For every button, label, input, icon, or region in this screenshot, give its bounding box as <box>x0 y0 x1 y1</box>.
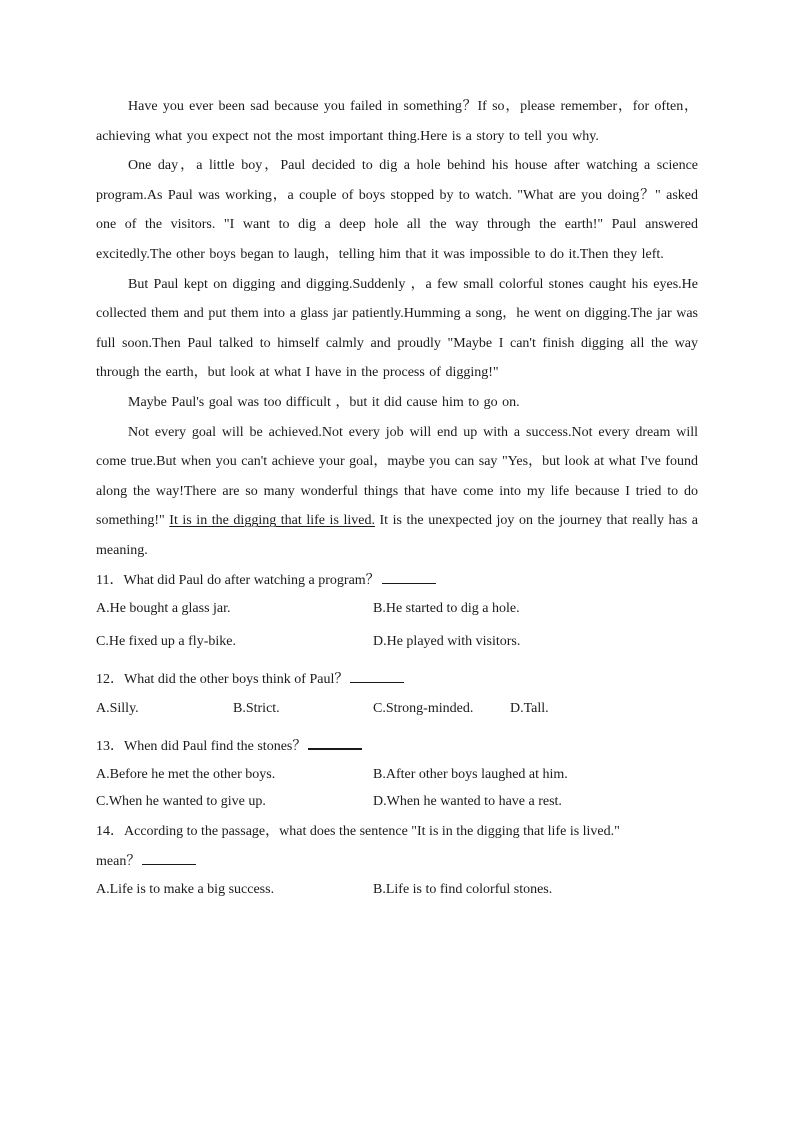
question-14-text-line-2: mean？ <box>96 853 141 869</box>
question-11 <box>96 566 698 662</box>
option-12-d[interactable]: D.Tall. <box>510 700 549 716</box>
option-12-a[interactable]: A.Silly. <box>96 700 139 716</box>
option-14-b[interactable]: B.Life is to find colorful stones. <box>373 882 553 897</box>
option-13-b[interactable]: B.After other boys laughed at him. <box>373 767 568 782</box>
answer-blank-11[interactable] <box>382 569 436 584</box>
question-12-text: 12．What did the other boys think of Paul？ <box>96 672 349 687</box>
question-13-options-row-2 <box>96 788 698 815</box>
option-11-a[interactable]: A.He bought a glass jar. <box>96 601 231 616</box>
passage-paragraph-5 <box>96 418 698 566</box>
paragraph-5-text-before: Not every goal will be achieved.Not every job will end up with a success.Not every dream will come true.But when you can't achieve your goal，maybe you can say "Yes，but look at what I've found along the way!There are so many wonderful things that have come into my life because I tried to do something!" <box>96 424 698 529</box>
question-13 <box>96 732 698 816</box>
option-11-b[interactable]: B.He started to dig a hole. <box>373 601 520 616</box>
question-11-options-row-2 <box>96 628 698 661</box>
worksheet-page <box>96 92 698 909</box>
option-11-c[interactable]: C.He fixed up a fly-bike. <box>96 634 236 649</box>
question-14 <box>96 817 698 909</box>
question-13-text: 13．When did Paul find the stones？ <box>96 738 307 754</box>
passage-paragraph-1: Have you ever been sad because you failed in something？If so，please remember，for often， achieving what you expect not the most important thing.Here is a story to tell you why. <box>96 99 698 144</box>
answer-blank-14[interactable] <box>142 850 196 865</box>
underlined-key-sentence: It is in the digging that life is lived. <box>169 513 375 529</box>
question-11-options <box>96 595 698 628</box>
paragraph-5-text-after: It is the unexpected joy on the journey that really has a meaning. <box>96 513 698 558</box>
option-14-a[interactable]: A.Life is to make a big success. <box>96 882 275 897</box>
question-13-stem <box>96 732 698 762</box>
question-11-text: 11．What did Paul do after watching a program？ <box>96 572 380 588</box>
answer-blank-13[interactable] <box>308 734 362 750</box>
passage-paragraph-2: One day，a little boy，Paul decided to dig a hole behind his house after watching a science program.As Paul was working，a couple of boys stopped by to watch. "What are you doing？" asked one of the visitors. "I want to dig a deep hole all the way through the earth!" Paul answered excitedly.The other boys began to laugh，telling him that it was impossible to do it.Then they left. <box>96 158 698 262</box>
passage-paragraph-4: Maybe Paul's goal was too difficult ，but it did cause him to go on. <box>128 394 520 410</box>
question-12-options <box>96 695 698 728</box>
question-12-stem <box>96 665 698 695</box>
option-13-d[interactable]: D.When he wanted to have a rest. <box>373 794 562 809</box>
question-11-stem <box>96 566 698 596</box>
passage-paragraph-3: But Paul kept on digging and digging.Suddenly ，a few small colorful stones caught his eyes.He collected them and put them into a glass jar patiently.Humming a song，he went on digging.The jar was full soon.Then Paul talked to himself calmly and proudly "Maybe I can't finish digging all the way through the earth，but look at what I have in the process of digging!" <box>96 276 698 381</box>
question-14-stem <box>96 817 698 876</box>
question-13-options <box>96 761 698 788</box>
question-12 <box>96 665 698 728</box>
answer-blank-12[interactable] <box>350 668 404 683</box>
question-14-text-line-1: 14．According to the passage，what does the sentence "It is in the digging that life is lived." <box>96 824 620 839</box>
option-13-a[interactable]: A.Before he met the other boys. <box>96 767 276 782</box>
option-12-b[interactable]: B.Strict. <box>233 700 280 716</box>
option-13-c[interactable]: C.When he wanted to give up. <box>96 794 266 809</box>
question-14-options <box>96 876 698 909</box>
option-12-c[interactable]: C.Strong-minded. <box>373 700 474 716</box>
option-11-d[interactable]: D.He played with visitors. <box>373 634 521 649</box>
